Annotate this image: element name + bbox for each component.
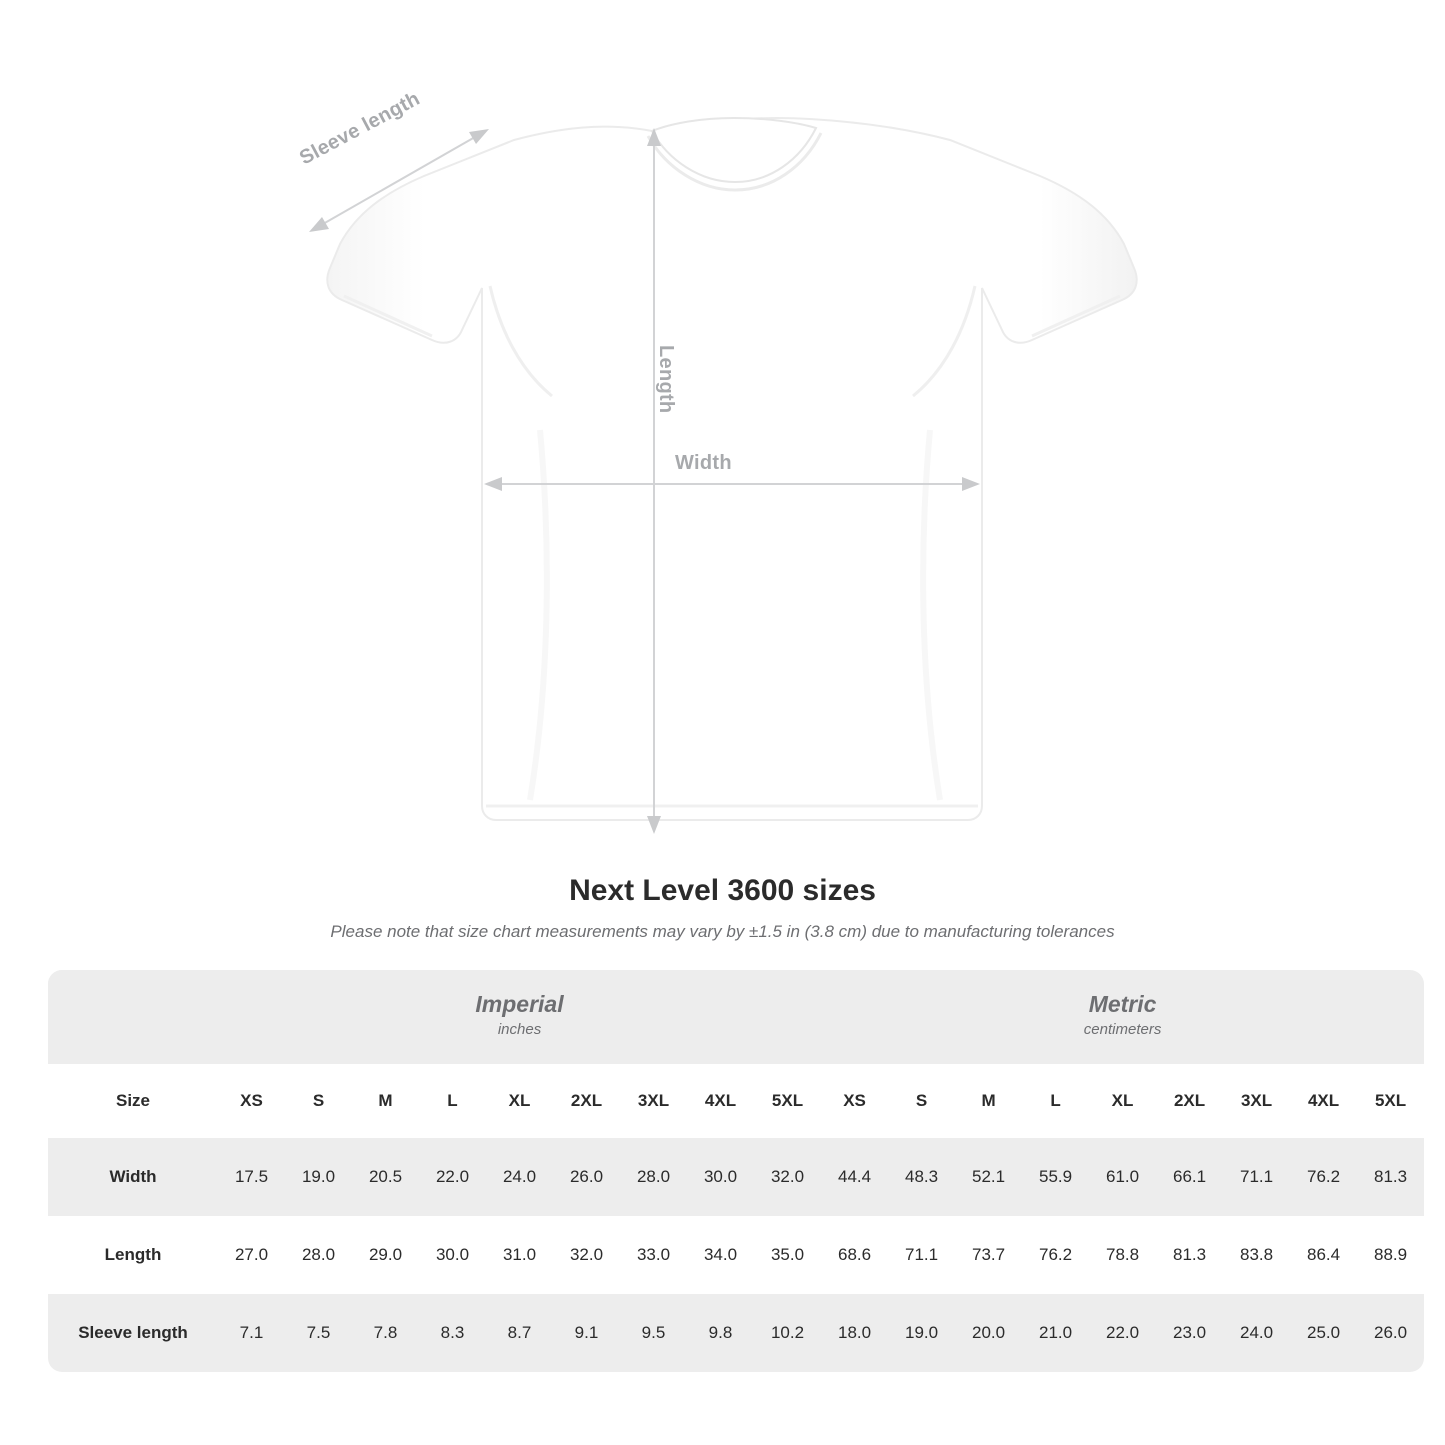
- table-cell: 71.1: [1223, 1138, 1290, 1216]
- table-row: [48, 1138, 1424, 1216]
- table-cell: 52.1: [955, 1138, 1022, 1216]
- table-cell: 9.8: [687, 1294, 754, 1372]
- size-header-cell: S: [285, 1064, 352, 1138]
- size-header-cell: L: [1022, 1064, 1089, 1138]
- table-cell: 27.0: [218, 1216, 285, 1294]
- table-cell: 35.0: [754, 1216, 821, 1294]
- table-cell: 68.6: [821, 1216, 888, 1294]
- table-cell: 31.0: [486, 1216, 553, 1294]
- row-label-length: Length: [48, 1216, 218, 1294]
- table-cell: 21.0: [1022, 1294, 1089, 1372]
- row-label-width: Width: [48, 1138, 218, 1216]
- table-cell: 81.3: [1357, 1138, 1424, 1216]
- size-header-cell: 3XL: [1223, 1064, 1290, 1138]
- sleeve-length-label: Sleeve length: [296, 87, 424, 170]
- table-cell: 48.3: [888, 1138, 955, 1216]
- size-header-cell: L: [419, 1064, 486, 1138]
- table-row: [48, 1216, 1424, 1294]
- title-block: [0, 874, 1445, 942]
- size-header-cell: 2XL: [553, 1064, 620, 1138]
- shirt-body: [327, 118, 1136, 820]
- page-title: Next Level 3600 sizes: [569, 874, 876, 907]
- table-cell: 28.0: [620, 1138, 687, 1216]
- size-header-cell: M: [955, 1064, 1022, 1138]
- size-header-cell: XS: [218, 1064, 285, 1138]
- table-corner: [48, 970, 218, 1064]
- table-cell: 30.0: [687, 1138, 754, 1216]
- table-cell: 88.9: [1357, 1216, 1424, 1294]
- size-header-cell: XL: [486, 1064, 553, 1138]
- table-cell: 26.0: [553, 1138, 620, 1216]
- size-header-label: Size: [48, 1064, 218, 1138]
- sleeve-arrow-head-start: [309, 217, 329, 232]
- table-cell: 19.0: [285, 1138, 352, 1216]
- size-header-cell: 5XL: [1357, 1064, 1424, 1138]
- table-cell: 66.1: [1156, 1138, 1223, 1216]
- table-cell: 26.0: [1357, 1294, 1424, 1372]
- table-cell: 22.0: [1089, 1294, 1156, 1372]
- unit-header-row: [48, 970, 1424, 1064]
- size-header-cell: S: [888, 1064, 955, 1138]
- table-row: [48, 1294, 1424, 1372]
- table-cell: 25.0: [1290, 1294, 1357, 1372]
- table-cell: 34.0: [687, 1216, 754, 1294]
- size-header-cell: 3XL: [620, 1064, 687, 1138]
- sleeve-arrow-head-end: [469, 129, 489, 144]
- table-cell: 73.7: [955, 1216, 1022, 1294]
- table-cell: 7.1: [218, 1294, 285, 1372]
- unit-name-metric: Metric: [1088, 991, 1157, 1018]
- table-cell: 10.2: [754, 1294, 821, 1372]
- width-label: Width: [675, 452, 732, 474]
- table-cell: 76.2: [1022, 1216, 1089, 1294]
- table-cell: 81.3: [1156, 1216, 1223, 1294]
- table-cell: 9.5: [620, 1294, 687, 1372]
- table-cell: 7.8: [352, 1294, 419, 1372]
- table-cell: 22.0: [419, 1138, 486, 1216]
- size-header-cell: XS: [821, 1064, 888, 1138]
- row-label-sleeve-length: Sleeve length: [48, 1294, 218, 1372]
- unit-name-imperial: Imperial: [475, 991, 564, 1018]
- table-cell: 44.4: [821, 1138, 888, 1216]
- table-cell: 28.0: [285, 1216, 352, 1294]
- length-arrow-head-bottom: [647, 816, 661, 834]
- table-cell: 55.9: [1022, 1138, 1089, 1216]
- size-header-row: [48, 1064, 1424, 1138]
- size-header-cell: 4XL: [687, 1064, 754, 1138]
- table-cell: 76.2: [1290, 1138, 1357, 1216]
- table-cell: 78.8: [1089, 1216, 1156, 1294]
- table-cell: 8.3: [419, 1294, 486, 1372]
- table-cell: 61.0: [1089, 1138, 1156, 1216]
- table-cell: 19.0: [888, 1294, 955, 1372]
- size-table: [48, 970, 1424, 1372]
- table-cell: 86.4: [1290, 1216, 1357, 1294]
- size-header-cell: M: [352, 1064, 419, 1138]
- table-cell: 17.5: [218, 1138, 285, 1216]
- table-cell: 71.1: [888, 1216, 955, 1294]
- unit-header-imperial: [218, 970, 821, 1064]
- length-label: Length: [655, 345, 677, 414]
- size-header-cell: 5XL: [754, 1064, 821, 1138]
- table-cell: 7.5: [285, 1294, 352, 1372]
- table-cell: 24.0: [1223, 1294, 1290, 1372]
- table-cell: 9.1: [553, 1294, 620, 1372]
- table-cell: 23.0: [1156, 1294, 1223, 1372]
- table-cell: 20.0: [955, 1294, 1022, 1372]
- table-cell: 18.0: [821, 1294, 888, 1372]
- table-cell: 8.7: [486, 1294, 553, 1372]
- table-cell: 30.0: [419, 1216, 486, 1294]
- unit-sub-imperial: inches: [497, 1020, 542, 1038]
- size-header-cell: 4XL: [1290, 1064, 1357, 1138]
- size-header-cell: XL: [1089, 1064, 1156, 1138]
- table-cell: 32.0: [754, 1138, 821, 1216]
- size-header-cell: 2XL: [1156, 1064, 1223, 1138]
- unit-sub-metric: centimeters: [1083, 1020, 1162, 1038]
- table-cell: 32.0: [553, 1216, 620, 1294]
- tolerance-note: Please note that size chart measurements may vary by ±1.5 in (3.8 cm) due to manufacturing tolerances: [330, 922, 1115, 941]
- table-cell: 24.0: [486, 1138, 553, 1216]
- size-table-wrapper: [48, 970, 1408, 1372]
- table-cell: 20.5: [352, 1138, 419, 1216]
- table-cell: 29.0: [352, 1216, 419, 1294]
- table-cell: 33.0: [620, 1216, 687, 1294]
- unit-header-metric: [821, 970, 1424, 1064]
- table-cell: 83.8: [1223, 1216, 1290, 1294]
